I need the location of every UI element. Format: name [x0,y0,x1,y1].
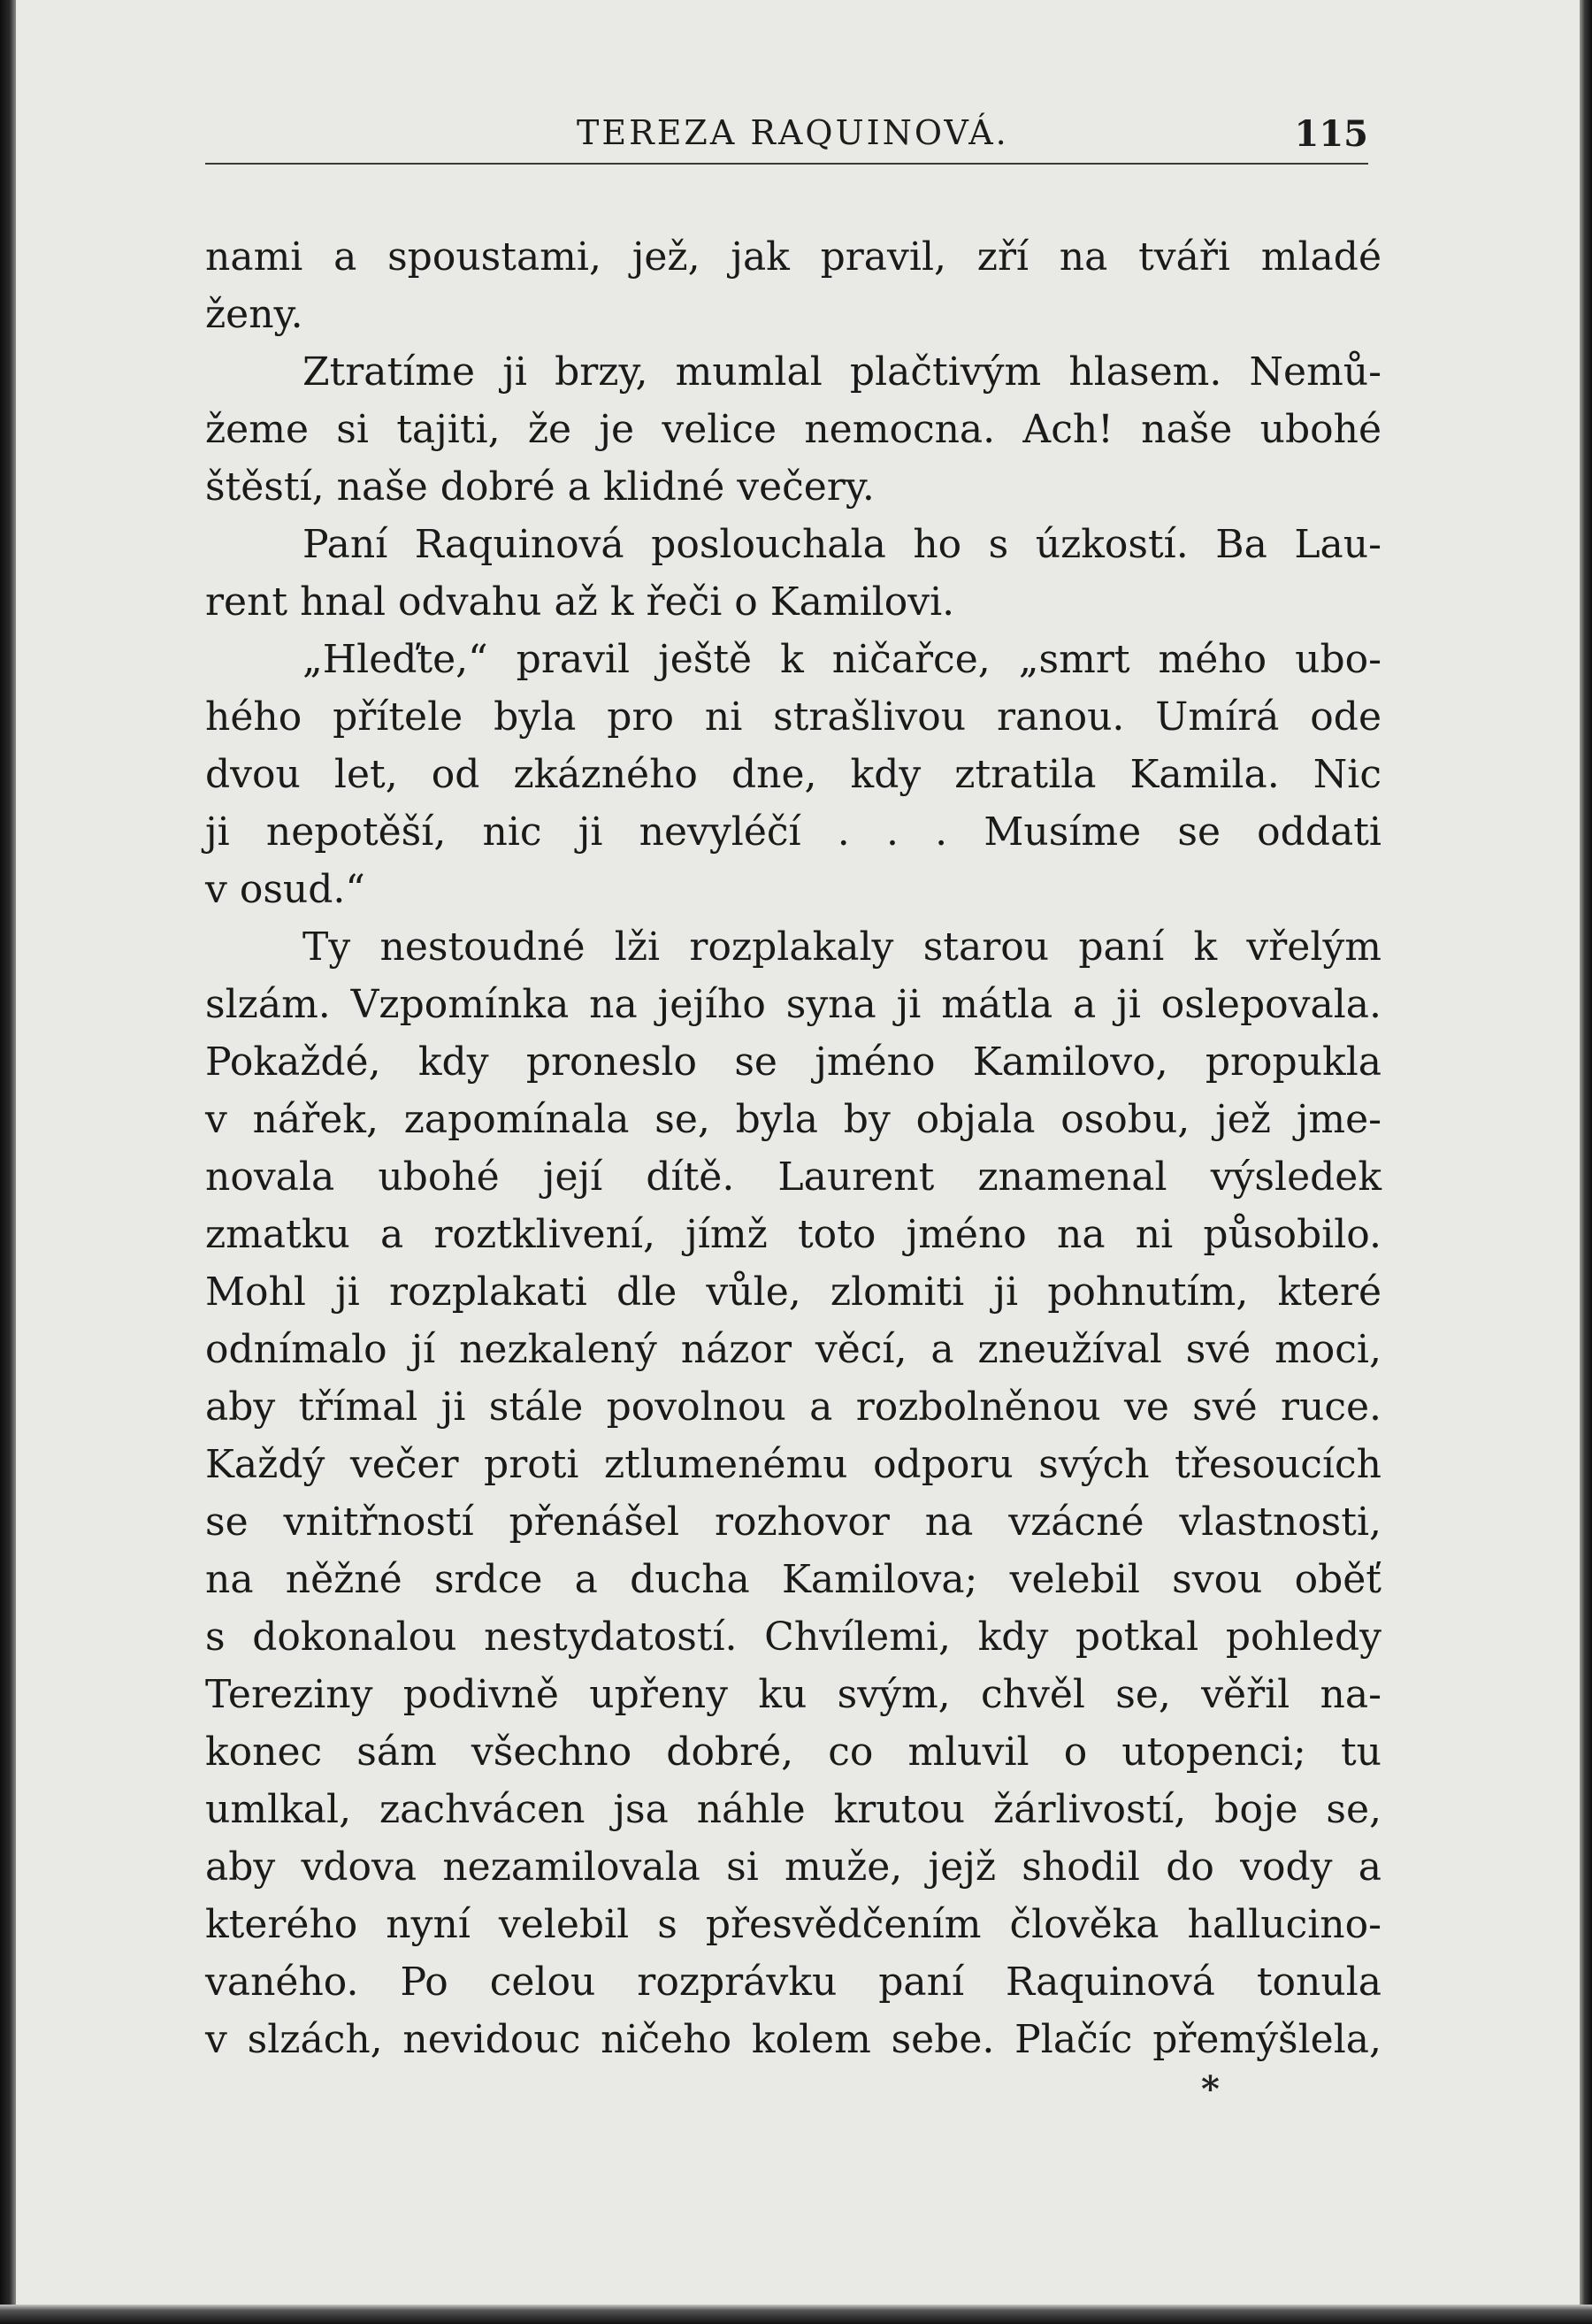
text-line: žeme si tajiti, že je velice nemocna. Ach! naše ubohé [205,407,1382,452]
text-line: rent hnal odvahu až k řeči o Kamilovi. [205,579,955,625]
text-line: Každý večer proti ztlumenému odporu svých třesoucích [205,1442,1382,1487]
text-line: Tereziny podivně upřeny ku svým, chvěl se, věřil na- [205,1672,1382,1717]
text-line: dvou let, od zkázného dne, kdy ztratila Kamila. Nic [205,752,1382,797]
text-line: na něžné srdce a ducha Kamilova; velebil svou oběť [205,1557,1382,1602]
text-line: nami a spoustami, jež, jak pravil, zří na tváři mladé [205,234,1382,280]
text-line: hého přítele byla pro ni strašlivou ranou. Umírá ode [205,694,1382,740]
text-line: slzám. Vzpomínka na jejího syna ji mátla a ji oslepovala. [205,982,1382,1027]
text-line: v nářek, zapomínala se, byla by objala osobu, jež jme- [205,1097,1382,1142]
text-line: Ty nestoudné lži rozplakaly starou paní k vřelým [302,924,1382,970]
page-header [205,113,1368,166]
body-text [205,228,1382,2068]
text-line: Mohl ji rozplakati dle vůle, zlomiti ji pohnutím, které [205,1269,1382,1315]
text-line: ženy. [205,292,303,337]
text-line: vaného. Po celou rozprávku paní Raquinová tonula [205,1960,1382,2005]
text-line: v osud.“ [205,867,365,912]
text-line: Pokaždé, kdy proneslo se jméno Kamilovo, propukla [205,1039,1382,1085]
text-line: zmatku a roztklivení, jímž toto jméno na ni působilo. [205,1212,1382,1257]
text-line: Paní Raquinová poslouchala ho s úzkostí. Ba Lau- [302,522,1382,567]
text-line: aby třímal ji stále povolnou a rozbolněnou ve své ruce. [205,1384,1382,1430]
text-line: novala ubohé její dítě. Laurent znamenal výsledek [205,1154,1382,1200]
scan-edge-bottom [0,2305,1592,2324]
header-rule [205,163,1368,165]
text-line: „Hleďte,“ pravil ještě k ničařce, „smrt mého ubo- [302,637,1382,682]
page-number: 115 [1294,113,1368,155]
text-line: s dokonalou nestydatostí. Chvílemi, kdy potkal pohledy [205,1615,1382,1660]
text-line: aby vdova nezamilovala si muže, jejž shodil do vody a [205,1845,1382,1890]
text-line: se vnitřností přenášel rozhovor na vzácné vlastnosti, [205,1499,1382,1545]
text-line: kterého nyní velebil s přesvědčením člověka hallucino- [205,1902,1382,1947]
text-line: ji nepotěší, nic ji nevyléčí . . . Musíme se oddati [205,809,1382,855]
running-title: TEREZA RAQUINOVÁ. [577,113,1009,152]
scan-edge-left [0,0,16,2324]
text-line: v slzách, nevidouc ničeho kolem sebe. Plačíc přemýšlela, [205,2017,1382,2062]
text-line: odnímalo jí nezkalený názor věcí, a zneužíval své moci, [205,1327,1382,1372]
scan-edge-right [1580,0,1592,2324]
text-line: umlkal, zachvácen jsa náhle krutou žárlivostí, boje se, [205,1787,1382,1832]
text-line: Ztratíme ji brzy, mumlal plačtivým hlasem. Nemů- [302,349,1382,395]
text-line: štěstí, naše dobré a klidné večery. [205,464,875,510]
signature-mark: * [1201,2068,1220,2110]
text-line: konec sám všechno dobré, co mluvil o utopenci; tu [205,1730,1382,1775]
